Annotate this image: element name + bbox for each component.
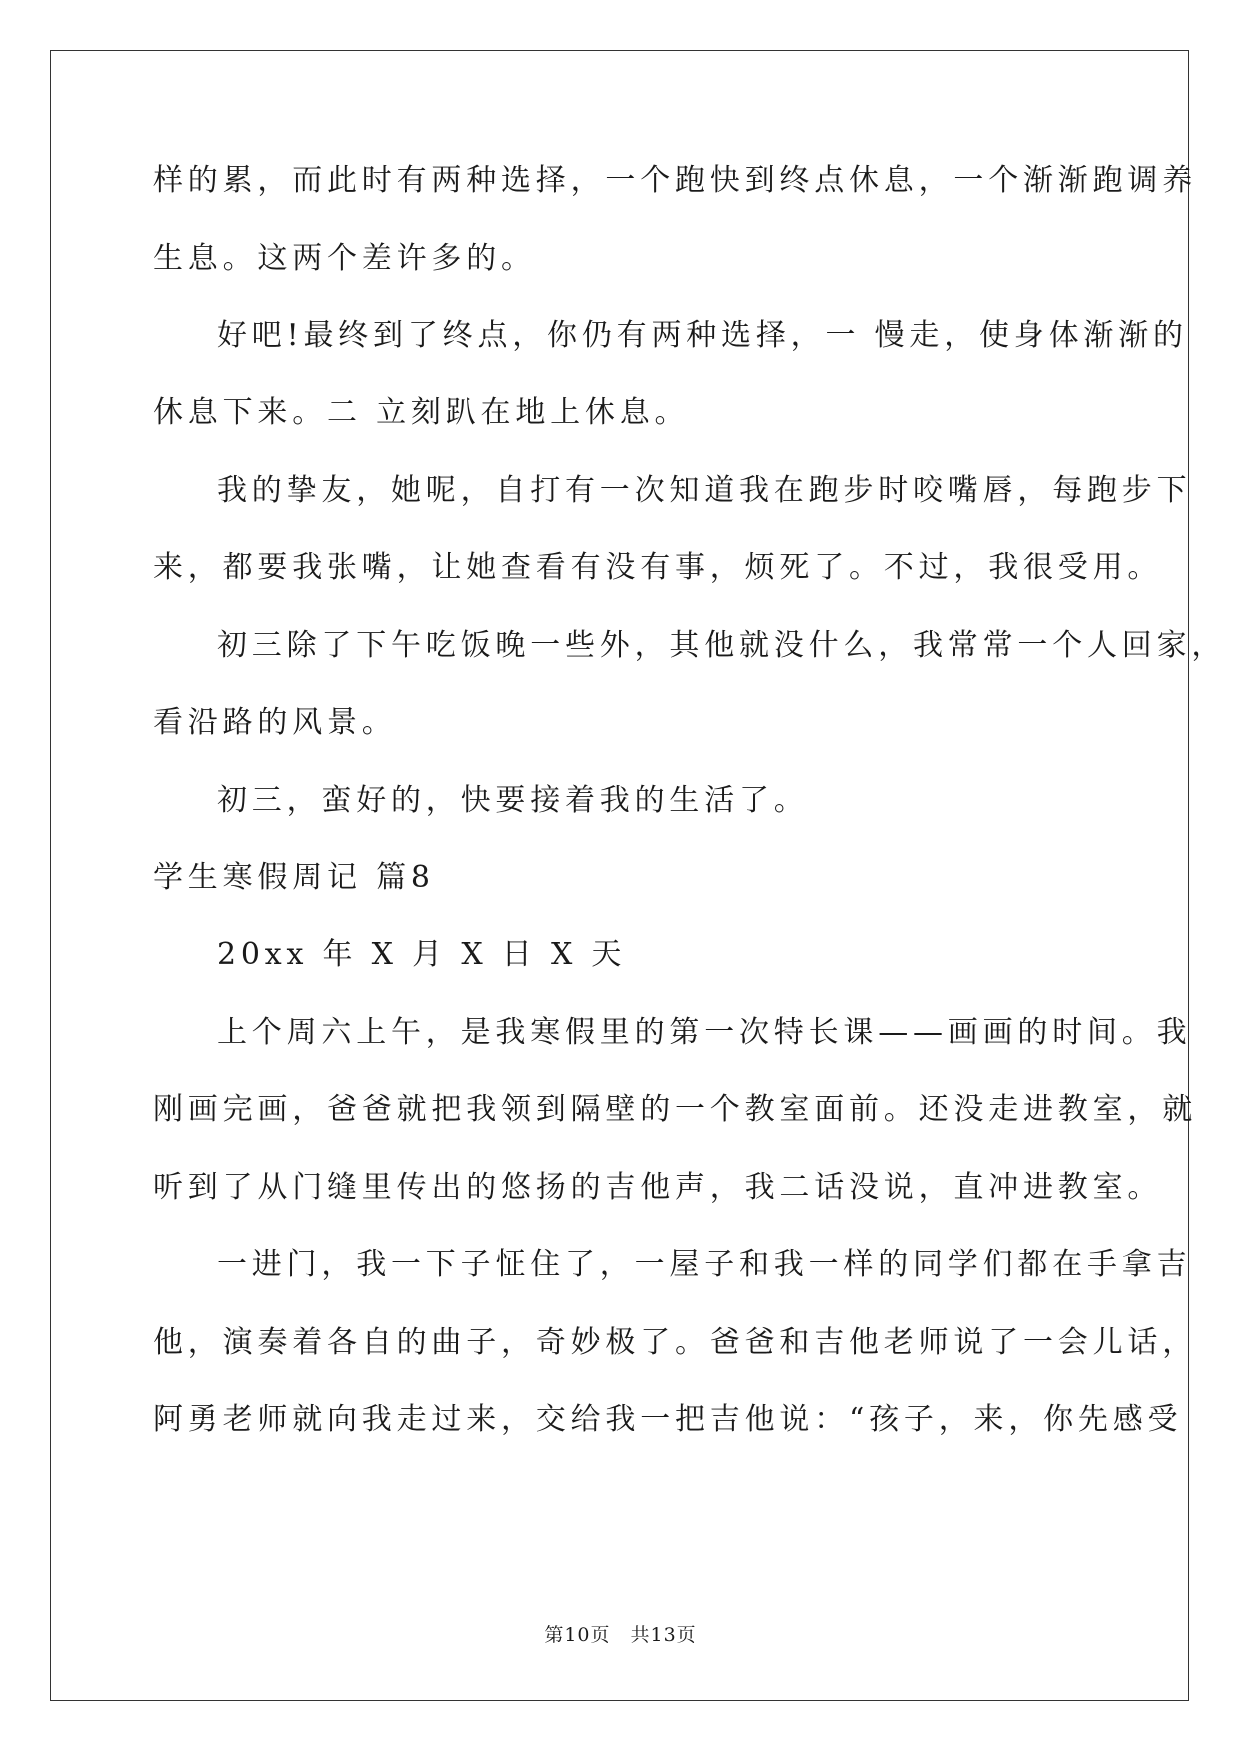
section-heading: 学生寒假周记 篇8 bbox=[153, 860, 435, 895]
text-line: 刚画完画，爸爸就把我领到隔壁的一个教室面前。还没走进教室，就 bbox=[153, 1092, 1197, 1127]
text-line: 阿勇老师就向我走过来，交给我一把吉他说：“孩子，来，你先感受 bbox=[153, 1402, 1183, 1437]
paragraph-start-line: 一进门，我一下子怔住了，一屋子和我一样的同学们都在手拿吉 bbox=[217, 1247, 1192, 1282]
text-line: 他，演奏着各自的曲子，奇妙极了。爸爸和吉他老师说了一会儿话， bbox=[153, 1325, 1197, 1360]
page-number-footer: 第10页 共13页 bbox=[544, 1624, 697, 1646]
paragraph-start-line: 初三除了下午吃饭晚一些外，其他就没什么，我常常一个人回家， bbox=[217, 628, 1227, 663]
paragraph-start-line: 好吧!最终到了终点，你仍有两种选择，一 慢走，使身体渐渐的 bbox=[217, 318, 1188, 353]
text-line: 样的累，而此时有两种选择，一个跑快到终点休息，一个渐渐跑调养 bbox=[153, 163, 1197, 198]
paragraph-start-line: 上个周六上午，是我寒假里的第一次特长课——画画的时间。我 bbox=[217, 1015, 1192, 1050]
text-line: 生息。这两个差许多的。 bbox=[153, 241, 536, 276]
text-line: 来，都要我张嘴，让她查看有没有事，烦死了。不过，我很受用。 bbox=[153, 550, 1163, 585]
paragraph-start-line: 初三，蛮好的，快要接着我的生活了。 bbox=[217, 783, 809, 818]
text-line: 看沿路的风景。 bbox=[153, 705, 397, 740]
text-line: 休息下来。二 立刻趴在地上休息。 bbox=[153, 395, 690, 430]
text-line: 听到了从门缝里传出的悠扬的吉他声，我二话没说，直冲进教室。 bbox=[153, 1170, 1163, 1205]
paragraph-start-line: 我的挚友，她呢，自打有一次知道我在跑步时咬嘴唇，每跑步下 bbox=[217, 473, 1192, 508]
date-line: 20xx 年 X 月 X 日 X 天 bbox=[217, 937, 627, 972]
